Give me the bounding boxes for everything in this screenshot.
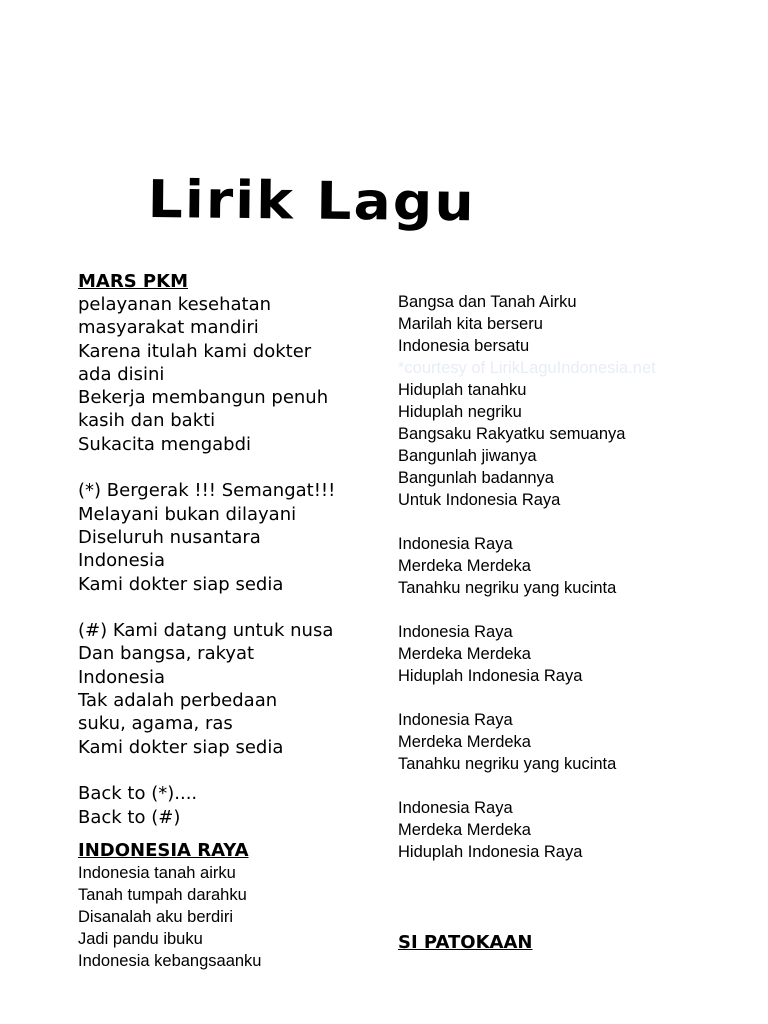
lyric-line: Untuk Indonesia Raya <box>398 491 561 509</box>
lyric-line: Bekerja membangun penuh <box>78 387 329 409</box>
lyric-line: Tanah tumpah darahku <box>78 885 247 904</box>
lyric-line: Hiduplah negriku <box>398 403 522 421</box>
lyric-line: Jadi pandu ibuku <box>78 929 203 948</box>
lyric-line: Hiduplah Indonesia Raya <box>398 667 583 685</box>
blank-line <box>398 599 698 621</box>
lyric-line: Bangunlah badannya <box>398 469 554 487</box>
left-column <box>78 270 383 972</box>
lyric-line: Sukacita mengabdi <box>78 433 252 455</box>
lyric-line: Hiduplah Indonesia Raya <box>398 843 583 861</box>
lyric-line: Indonesia Raya <box>398 535 513 553</box>
lyric-line: Hiduplah tanahku <box>398 381 527 399</box>
si-patokaan-heading: SI PATOKAAN <box>398 932 533 953</box>
blank-line <box>398 511 698 533</box>
indonesia-raya-lyrics-continued <box>398 291 698 357</box>
blank-line <box>398 775 698 797</box>
indonesia-raya-lyrics <box>78 862 383 972</box>
lyric-line: pelayanan kesehatan <box>78 294 272 315</box>
lyric-line: Indonesia <box>78 550 166 572</box>
lyric-line: Back to (*).... <box>78 783 198 805</box>
lyric-line: Merdeka Merdeka <box>398 557 531 575</box>
blank-line <box>398 907 698 929</box>
section-gap <box>78 829 383 839</box>
mars-pkm-heading: MARS PKM <box>78 271 188 292</box>
lyric-line: Kami dokter siap sedia <box>78 573 284 595</box>
lyric-line: Indonesia Raya <box>398 711 513 729</box>
lyric-line: Indonesia Raya <box>398 623 513 641</box>
lyric-line: Merdeka Merdeka <box>398 821 531 839</box>
lyric-line: Marilah kita berseru <box>398 315 543 333</box>
lyric-line: Bangunlah jiwanya <box>398 447 537 465</box>
lyric-line: Back to (#) <box>78 806 181 828</box>
indonesia-raya-lyrics-chorus <box>398 379 698 863</box>
lyric-line: Indonesia kebangsaanku <box>78 951 262 970</box>
right-column <box>398 291 698 954</box>
lyric-line: masyarakat mandiri <box>78 317 259 339</box>
blank-line <box>78 456 383 479</box>
blank-line <box>78 596 383 619</box>
mars-pkm-lyrics <box>78 293 383 829</box>
lyric-line: Melayani bukan dilayani <box>78 503 297 525</box>
blank-line <box>398 885 698 907</box>
lyric-line: (*) Bergerak !!! Semangat!!! <box>78 480 336 502</box>
lyric-line: suku, agama, ras <box>78 713 233 735</box>
courtesy-watermark: *courtesy of LirikLaguIndonesia.net <box>398 359 656 377</box>
lyric-line: Merdeka Merdeka <box>398 645 531 663</box>
lyric-line: Tanahku negriku yang kucinta <box>398 755 617 773</box>
lyric-line: Bangsa dan Tanah Airku <box>398 293 577 311</box>
lyric-line: Karena itulah kami dokter <box>78 340 312 362</box>
lyric-line: Indonesia bersatu <box>398 337 530 355</box>
lyric-line: kasih dan bakti <box>78 410 216 432</box>
lyric-line: (#) Kami datang untuk nusa <box>78 620 334 642</box>
lyric-line: Indonesia Raya <box>398 799 513 817</box>
lyric-line: Disanalah aku berdiri <box>78 907 234 926</box>
blank-line <box>78 759 383 782</box>
lyric-line: Diseluruh nusantara <box>78 526 261 548</box>
lyric-line: Tak adalah perbedaan <box>78 690 278 712</box>
blank-line <box>398 863 698 885</box>
lyric-line: Merdeka Merdeka <box>398 733 531 751</box>
lyric-line: Kami dokter siap sedia <box>78 736 284 758</box>
lyric-line: Indonesia <box>78 666 166 688</box>
indonesia-raya-heading: INDONESIA RAYA <box>78 839 249 861</box>
lyric-line: ada disini <box>78 363 165 385</box>
page-title: Lirik Lagu <box>147 170 477 234</box>
lyric-line: Tanahku negriku yang kucinta <box>398 579 617 597</box>
blank-line <box>398 687 698 709</box>
lyric-line: Dan bangsa, rakyat <box>78 643 255 665</box>
lyric-line: Bangsaku Rakyatku semuanya <box>398 425 626 443</box>
lyric-line: Indonesia tanah airku <box>78 863 236 882</box>
